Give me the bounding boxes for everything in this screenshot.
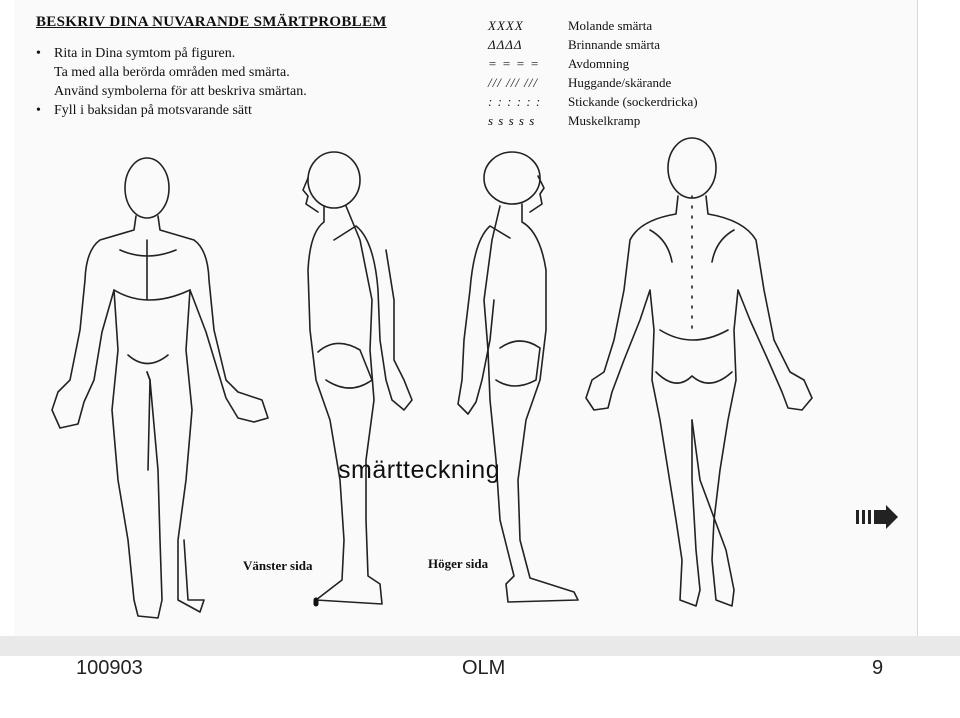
legend-symbol: : : : : : : (488, 94, 542, 109)
legend-symbol: XXXX (488, 18, 524, 33)
back-body-figure (586, 138, 812, 606)
footer-date: 100903 (76, 657, 143, 679)
front-body-figure (52, 158, 268, 618)
instruction-item: Ta med alla berörda områden med smärta. (54, 65, 290, 80)
legend-label: Avdomning (568, 56, 630, 71)
footer-page-number: 9 (872, 657, 884, 679)
left-profile-body-figure (303, 152, 412, 604)
legend-label: Molande smärta (568, 18, 653, 33)
instruction-item: Använd symbolerna för att beskriva smärtan. (54, 84, 307, 99)
legend-symbol: /// /// /// (488, 75, 539, 90)
form-title: BESKRIV DINA NUVARANDE SMÄRTPROBLEM (36, 14, 387, 30)
instruction-item: • Rita in Dina symtom på figuren. (36, 46, 236, 61)
legend-label: Huggande/skärande (568, 75, 672, 90)
next-page-arrow-icon (856, 504, 900, 530)
right-profile-body-figure (458, 152, 578, 602)
legend-symbol: s s s s s (488, 113, 536, 128)
legend-symbol: = = = = (488, 56, 540, 71)
legend-symbol: ΔΔΔΔ (488, 37, 523, 52)
left-side-label: Vänster sida (243, 558, 313, 573)
footer-author: OLM (462, 657, 506, 679)
image-caption: smärtteckning (338, 456, 501, 484)
instruction-item: • Fyll i baksidan på motsvarande sätt (36, 103, 252, 118)
legend-label: Brinnande smärta (568, 37, 661, 52)
legend-label: Muskelkramp (568, 113, 641, 128)
legend-label: Stickande (sockerdricka) (568, 94, 698, 109)
right-side-label: Höger sida (428, 556, 489, 571)
